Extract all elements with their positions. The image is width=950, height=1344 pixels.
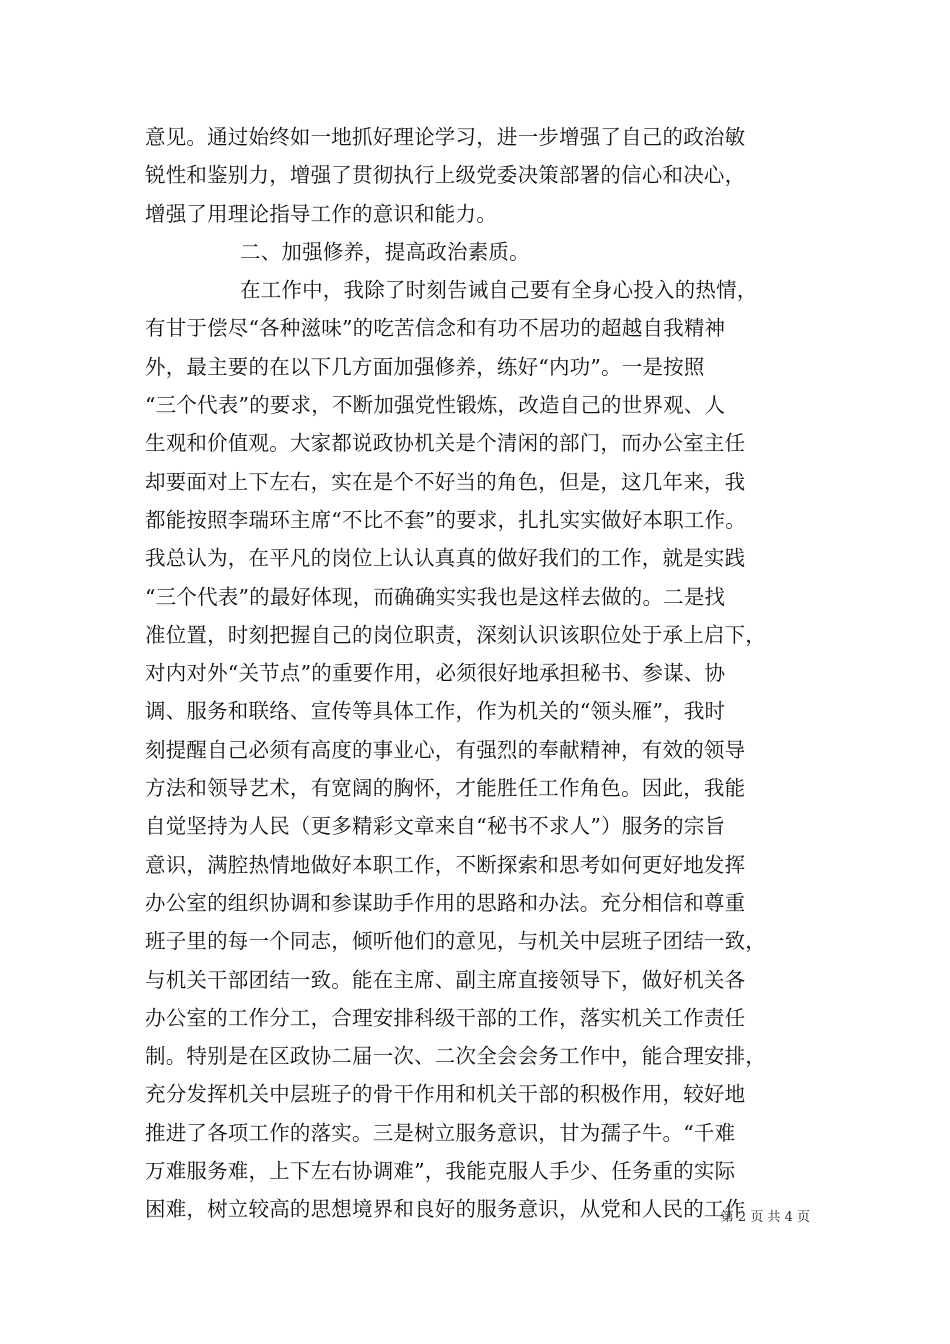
text-line: 办公室的工作分工，合理安排科级干部的工作，落实机关工作责任 [145,1005,746,1030]
text-line: 在工作中，我除了时刻告诫自己要有全身心投入的热情， [240,278,758,303]
text-line: 意见。通过始终如一地抓好理论学习，进一步增强了自己的政治敏 [145,125,746,149]
text-line: 意识，满腔热情地做好本职工作，不断探索和思考如何更好地发挥 [145,852,746,877]
text-line: 班子里的每一个同志，倾听他们的意见，与机关中层班子团结一致， [145,929,766,954]
section-heading: 二、加强修养，提高政治素质。 [240,239,530,264]
text-line: 自觉坚持为人民（更多精彩文章来自“秘书不求人”）服务的宗旨 [145,814,726,839]
text-line: 与机关干部团结一致。能在主席、副主席直接领导下，做好机关各 [145,967,746,992]
text-line: 生观和价值观。大家都说政协机关是个清闲的部门，而办公室主任 [145,431,746,456]
text-line: 增强了用理论指导工作的意识和能力。 [145,201,497,226]
text-line: 办公室的组织协调和参谋助手作用的思路和办法。充分相信和尊重 [145,890,746,915]
text-line: 有甘于偿尽“各种滋味”的吃苦信念和有功不居功的超越自我精神 [145,316,726,341]
text-line: 却要面对上下左右，实在是个不好当的角色，但是，这几年来，我 [145,469,746,494]
text-line: 推进了各项工作的落实。三是树立服务意识，甘为孺子牛。“千难 [145,1120,736,1145]
text-line: 制。特别是在区政协二届一次、二次全会会务工作中，能合理安排， [145,1044,766,1069]
text-line: 万难服务难，上下左右协调难”，我能克服人手少、任务重的实际 [145,1159,736,1184]
document-body [145,118,815,1229]
text-line: 都能按照李瑞环主席“不比不套”的要求，扎扎实实做好本职工作。 [145,507,746,532]
text-line: 调、服务和联络、宣传等具体工作，作为机关的“领头雁”，我时 [145,699,726,724]
text-line: 外，最主要的在以下几方面加强修养，练好“内功”。一是按照 [145,354,705,379]
text-line: 准位置，时刻把握自己的岗位职责，深刻认识该职位处于承上启下， [145,622,766,647]
text-line: 对内对外“关节点”的重要作用，必须很好地承担秘书、参谋、协 [145,661,726,686]
text-line: 刻提醒自己必须有高度的事业心，有强烈的奉献精神，有效的领导 [145,737,746,762]
page-number-footer: 第 2 页 共 4 页 [720,1210,810,1225]
text-line: 困难，树立较高的思想境界和良好的服务意识，从党和人民的工作 [145,1197,746,1222]
text-line: “三个代表”的最好体现，而确确实实我也是这样去做的。二是找 [145,584,726,609]
text-line: 锐性和鉴别力，增强了贯彻执行上级党委决策部署的信心和决心， [145,163,746,188]
text-line: 方法和领导艺术，有宽阔的胸怀，才能胜任工作角色。因此，我能 [145,776,746,801]
text-line: 充分发挥机关中层班子的骨干作用和机关干部的积极作用，较好地 [145,1082,746,1107]
text-line: 我总认为，在平凡的岗位上认认真真的做好我们的工作，就是实践 [145,546,746,571]
text-line: “三个代表”的要求，不断加强党性锻炼，改造自己的世界观、人 [145,393,726,418]
